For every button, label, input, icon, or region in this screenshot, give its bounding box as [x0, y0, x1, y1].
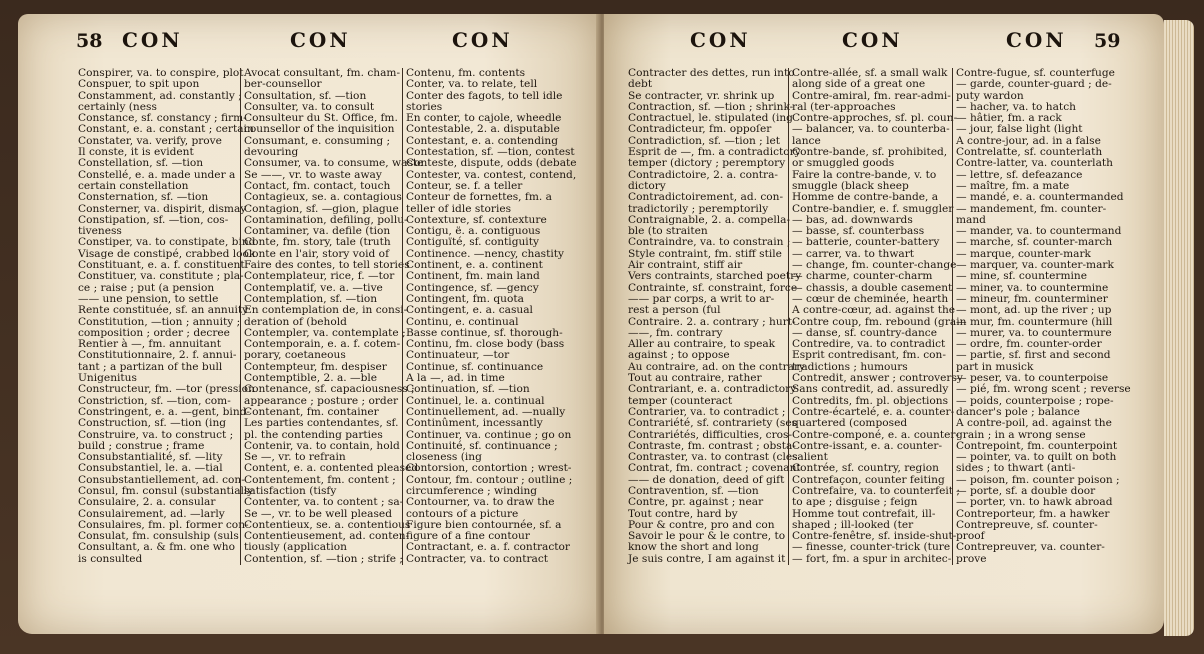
- dictionary-entry-line: Continence. —nency, chastity: [406, 247, 564, 260]
- dictionary-entry-line: — partie, sf. first and second: [956, 349, 1111, 362]
- dictionary-entry-line: Contestation, sf. —tion, contest: [406, 146, 575, 159]
- dictionary-entry-line: Contre-fenêtre, sf. inside-shut-: [792, 530, 957, 543]
- dictionary-entry-line: Contracter, va. to contract: [406, 552, 549, 565]
- dictionary-entry-line: Contemplatif, ve. a. —tive: [244, 281, 383, 294]
- dictionary-entry-line: devouring: [244, 146, 299, 159]
- dictionary-entry-line: Basse continue, sf. thorough-: [406, 326, 563, 339]
- dictionary-entry-line: — fort, fm. a spur in architec-: [792, 552, 952, 565]
- dictionary-entry-line: Contre-fugue, sf. counterfuge: [956, 67, 1115, 79]
- dictionary-entry-line: Se ——, vr. to waste away: [244, 168, 382, 181]
- dictionary-entry-line: figure of a fine contour: [406, 530, 530, 543]
- dictionary-entry-line: against ; to oppose: [628, 349, 730, 362]
- dictionary-entry-line: — mandé, e. a. countermanded: [956, 191, 1124, 204]
- dictionary-entry-line: Conte, fm. story, tale (truth: [244, 236, 391, 249]
- dictionary-entry-line: Contagion, sf. —gion, plague: [244, 202, 399, 215]
- dictionary-entry-line: Contempler, va. contemplate ;: [244, 326, 406, 339]
- dictionary-entry-line: prove: [956, 552, 987, 565]
- dictionary-entry-line: Rente constituée, sf. an annuity: [78, 304, 249, 317]
- dictionary-entry-line: Homme de contre-bande, a: [792, 191, 939, 204]
- running-head: CON: [452, 28, 513, 52]
- dictionary-entry-line: — poison, fm. counter poison ;: [956, 473, 1120, 486]
- dictionary-entry-line: Conter des fagots, to tell idle: [406, 89, 563, 102]
- dictionary-entry-line: Contentieusement, ad. conten-: [244, 530, 410, 543]
- dictionary-entry-line: sides ; to thwart (anti-: [956, 462, 1076, 475]
- dictionary-entry-line: Conte en l'air, story void of: [244, 247, 389, 260]
- dictionary-entry-line: teller of idle stories: [406, 202, 512, 215]
- dictionary-entry-line: certain constellation: [78, 179, 189, 192]
- dictionary-entry-line: tradictorily ; peremptorily: [628, 202, 769, 215]
- dictionary-entry-line: — carrer, va. to thwart: [792, 247, 915, 260]
- dictionary-entry-line: Constamment, ad. constantly ;: [78, 89, 242, 102]
- dictionary-entry-line: Contraction, sf. —tion ; shrink-: [628, 100, 794, 113]
- dictionary-entry-line: Contredit, answer ; controversy: [792, 372, 963, 385]
- running-head: CON: [1006, 28, 1067, 52]
- dictionary-entry-line: Contre-issant, e. a. counter-: [792, 439, 943, 452]
- dictionary-entry-line: — chassis, a double casement: [792, 281, 953, 294]
- page-edges: [1164, 20, 1194, 636]
- dictionary-entry-line: Constipation, sf. —tion, cos-: [78, 213, 229, 226]
- dictionary-entry-line: — marque, counter-mark: [956, 247, 1091, 260]
- dictionary-entry-line: Il conste, it is evident: [78, 146, 194, 159]
- dictionary-entry-line: tiously (application: [244, 541, 347, 554]
- dictionary-entry-line: Les parties contendantes, sf.: [244, 417, 399, 430]
- dictionary-entry-line: Contracter des dettes, run into: [628, 67, 795, 79]
- dictionary-column: [402, 67, 577, 565]
- dictionary-entry-line: Se —, vr. to be well pleased: [244, 507, 392, 520]
- dictionary-column: [240, 67, 424, 565]
- dictionary-entry-line: Contenter, va. to content ; sa-: [244, 496, 404, 509]
- dictionary-entry-line: smuggle (black sheep: [792, 179, 909, 192]
- dictionary-entry-line: Contre-bandier, e. f. smuggler: [792, 202, 954, 215]
- dictionary-column: [952, 67, 1131, 565]
- dictionary-entry-line: salient: [792, 451, 828, 464]
- dictionary-entry-line: grain ; in a wrong sense: [956, 428, 1086, 441]
- dictionary-entry-line: ral (ter-approaches: [792, 100, 896, 113]
- dictionary-entry-line: Construction, sf. —tion (ing: [78, 417, 227, 430]
- dictionary-entry-line: Contingent, fm. quota: [406, 292, 524, 305]
- dictionary-entry-line: Contrepoint, fm. counterpoint: [956, 439, 1118, 452]
- running-head: CON: [122, 28, 183, 52]
- dictionary-entry-line: Contredits, fm. pl. objections: [792, 394, 949, 407]
- dictionary-entry-line: Consumer, va. to consume, waste: [244, 157, 424, 170]
- dictionary-entry-line: Contexture, sf. contexture: [406, 213, 547, 226]
- dictionary-entry-line: En contemplation de, in consi-: [244, 304, 408, 317]
- dictionary-entry-line: Consulter, va. to consult: [244, 100, 375, 113]
- dictionary-entry-line: —— de donation, deed of gift: [628, 473, 785, 486]
- dictionary-entry-line: Continent, e. a. continent: [406, 259, 543, 272]
- running-head: CON: [290, 28, 351, 52]
- dictionary-entry-line: Contravention, sf. —tion: [628, 484, 759, 497]
- dictionary-entry-line: Continuellement, ad. —nually: [406, 405, 566, 418]
- dictionary-entry-line: — hâtier, fm. a rack: [956, 112, 1062, 125]
- dictionary-entry-line: is consulted: [78, 552, 143, 565]
- dictionary-column: [78, 67, 256, 565]
- dictionary-entry-line: Contenir, va. to contain, hold: [244, 439, 400, 452]
- dictionary-entry-line: Au contraire, ad. on the contrary: [628, 360, 806, 373]
- dictionary-entry-line: proof: [956, 530, 985, 543]
- dictionary-entry-line: — miner, va. to countermine: [956, 281, 1109, 294]
- dictionary-entry-line: Tout au contraire, rather: [628, 372, 762, 385]
- dictionary-entry-line: Conspirer, va. to conspire, plot: [78, 67, 244, 79]
- dictionary-entry-line: Contradictoirement, ad. con-: [628, 191, 784, 204]
- dictionary-entry-line: — jour, false light (light: [956, 123, 1083, 136]
- dictionary-entry-line: Contre-allée, sf. a small walk: [792, 67, 948, 79]
- dictionary-entry-line: — porte, sf. a double door: [956, 484, 1096, 497]
- dictionary-entry-line: Contraste, fm. contrast ; obsta-: [628, 439, 796, 452]
- dictionary-entry-line: Conteur de fornettes, fm. a: [406, 191, 552, 204]
- dictionary-entry-line: Conteste, dispute, odds (debate: [406, 157, 577, 170]
- dictionary-entry-line: — finesse, counter-trick (ture: [792, 541, 951, 554]
- dictionary-entry-line: Contre-approches, sf. pl. coun-: [792, 112, 958, 125]
- dictionary-entry-line: — murer, va. to countermure: [956, 326, 1112, 339]
- dictionary-entry-line: Continuation, sf. —tion: [406, 383, 530, 396]
- dictionary-entry-line: — basse, sf. counterbass: [792, 225, 925, 238]
- dictionary-entry-line: Constellation, sf. —tion: [78, 157, 204, 170]
- dictionary-entry-line: En conter, to cajole, wheedle: [406, 112, 562, 125]
- dictionary-entry-line: Tout contre, hard by: [628, 507, 738, 520]
- dictionary-entry-line: Constructeur, fm. —tor (pression: [78, 383, 255, 396]
- dictionary-entry-line: Savoir le pour & le contre, to: [628, 530, 786, 543]
- dictionary-entry-line: deration of (behold: [244, 315, 347, 328]
- dictionary-entry-line: Constringent, e. a. —gent, bind-: [78, 405, 251, 418]
- running-head: CON: [690, 28, 751, 52]
- dictionary-entry-line: Contrefaçon, counter feiting: [792, 473, 945, 486]
- dictionary-entry-line: Contentement, fm. content ;: [244, 473, 396, 486]
- dictionary-entry-line: — balancer, va. to counterba-: [792, 123, 950, 136]
- dictionary-entry-line: Constiper, va. to constipate, bind: [78, 236, 256, 249]
- dictionary-entry-line: along side of a great one: [792, 78, 926, 91]
- dictionary-entry-line: — marquer, va. counter-mark: [956, 259, 1114, 272]
- right-page-number: 59: [1094, 30, 1121, 52]
- dictionary-entry-line: Contre coup, fm. rebound (grain: [792, 315, 967, 328]
- dictionary-entry-line: Contestable, 2. a. disputable: [406, 123, 560, 136]
- dictionary-entry-line: Continuel, le. a. continual: [406, 394, 545, 407]
- dictionary-entry-line: Faire la contre-bande, v. to: [792, 168, 937, 181]
- dictionary-entry-line: certainly (ness: [78, 100, 157, 113]
- dictionary-entry-line: Contourner, va. to draw the: [406, 496, 555, 509]
- dictionary-entry-line: puty wardon: [956, 89, 1024, 102]
- dictionary-entry-line: Contemplation, sf. —tion: [244, 292, 378, 305]
- dictionary-entry-line: Contorsion, contortion ; wrest-: [406, 462, 572, 475]
- dictionary-entry-line: Sans contredit, ad. assuredly: [792, 383, 949, 396]
- dictionary-entry-line: A contre-jour, ad. in a false: [956, 134, 1101, 147]
- dictionary-entry-line: debt: [628, 78, 653, 91]
- dictionary-entry-line: stories: [406, 100, 443, 113]
- dictionary-entry-line: — mineur, fm. counterminer: [956, 292, 1108, 305]
- dictionary-entry-line: Consultation, sf. —tion: [244, 89, 367, 102]
- dictionary-entry-line: Avocat consultant, fm. cham-: [244, 67, 401, 79]
- dictionary-entry-line: Contraindre, va. to constrain ;: [628, 236, 791, 249]
- dictionary-entry-line: Contrat, fm. contract ; covenant: [628, 462, 801, 475]
- dictionary-entry-line: Contre-amiral, fm. rear-admi-: [792, 89, 951, 102]
- dictionary-entry-line: Contreporteur, fm. a hawker: [956, 507, 1110, 520]
- dictionary-entry-line: contours of a picture: [406, 507, 519, 520]
- dictionary-entry-line: Contact, fm. contact, touch: [244, 179, 391, 192]
- dictionary-entry-line: — marche, sf. counter-march: [956, 236, 1113, 249]
- running-head: CON: [842, 28, 903, 52]
- dictionary-entry-line: tradictions ; humours: [792, 360, 908, 373]
- dictionary-entry-line: Conter, va. to relate, tell: [406, 78, 538, 91]
- dictionary-entry-line: Contour, fm. contour ; outline ;: [406, 473, 573, 486]
- dictionary-entry-line: Contention, sf. —tion ; strife ;: [244, 552, 403, 565]
- dictionary-entry-line: Consul, fm. consul (substantially: [78, 484, 254, 497]
- dictionary-entry-line: Contradiction, sf. —tion ; let: [628, 134, 781, 147]
- dictionary-entry-line: — mandement, fm. counter-: [956, 202, 1107, 215]
- dictionary-entry-line: Contre-latter, va. counterlath: [956, 157, 1113, 170]
- dictionary-entry-line: — peser, va. to counterpoise: [956, 372, 1109, 385]
- dictionary-entry-line: A la —, ad. in time: [406, 372, 505, 385]
- dictionary-entry-line: Consulairement, ad. —larly: [78, 507, 225, 520]
- dictionary-entry-line: Continue, sf. continuance: [406, 360, 544, 373]
- dictionary-entry-line: Contraignable, 2. a. compella-: [628, 213, 791, 226]
- dictionary-entry-line: — hacher, va. to hatch: [956, 100, 1076, 113]
- dictionary-entry-line: — bas, ad. downwards: [792, 213, 913, 226]
- dictionary-entry-line: Consultant, a. & fm. one who: [78, 541, 235, 554]
- dictionary-entry-line: Contrariété, sf. contrariety (ses: [628, 417, 798, 430]
- dictionary-entry-line: satisfaction (tisfy: [244, 484, 337, 497]
- dictionary-entry-line: Unigenitus: [78, 372, 137, 385]
- dictionary-entry-line: appearance ; posture ; order: [244, 394, 399, 407]
- dictionary-entry-line: Contagieux, se. a. contagious: [244, 191, 402, 204]
- dictionary-entry-line: — lettre, sf. defeazance: [956, 168, 1083, 181]
- dictionary-entry-line: Contestant, e. a. contending: [406, 134, 558, 147]
- dictionary-entry-line: Contrarier, va. to contradict ;: [628, 405, 786, 418]
- dictionary-entry-line: Continuateur, —tor: [406, 349, 510, 362]
- dictionary-entry-line: Consulaire, 2. a. consular: [78, 496, 216, 509]
- dictionary-entry-line: — mont, ad. up the river ; up: [956, 304, 1112, 317]
- dictionary-entry-line: Consubstantiellement, ad. con-: [78, 473, 245, 486]
- dictionary-entry-line: ——, fm. contrary: [628, 326, 723, 339]
- dictionary-entry-line: Contre-bande, sf. prohibited,: [792, 146, 948, 159]
- dictionary-entry-line: Consternation, sf. —tion: [78, 191, 209, 204]
- dictionary-entry-line: Contemporain, e. a. f. cotem-: [244, 338, 401, 351]
- dictionary-entry-line: Style contraint, fm. stiff stile: [628, 247, 782, 260]
- dictionary-entry-line: porary, coetaneous: [244, 349, 346, 362]
- dictionary-entry-line: —— une pension, to settle: [78, 292, 219, 305]
- dictionary-entry-line: to ape ; disguise ; feign: [792, 496, 918, 509]
- dictionary-entry-line: Contamination, defiling, pollu-: [244, 213, 408, 226]
- dictionary-entry-line: Je suis contre, I am against it: [628, 552, 786, 565]
- dictionary-entry-line: Contigu, ë. a. contiguous: [406, 225, 541, 238]
- dictionary-entry-line: Constitutionnaire, 2. f. annui-: [78, 349, 237, 362]
- dictionary-entry-line: Constitution, —tion ; annuity ;: [78, 315, 241, 328]
- dictionary-entry-line: — danse, sf. country-dance: [792, 326, 938, 339]
- dictionary-entry-line: Constant, e. a. constant ; certain: [78, 123, 254, 136]
- dictionary-entry-line: — mine, sf. countermine: [956, 270, 1088, 283]
- dictionary-entry-line: — mur, fm. countermure (hill: [956, 315, 1113, 328]
- dictionary-entry-line: Consulteur du St. Office, fm.: [244, 112, 398, 125]
- dictionary-entry-line: dancer's pole ; balance: [956, 405, 1080, 418]
- dictionary-entry-line: Vers contraints, starched poetry: [628, 270, 802, 283]
- left-page-number: 58: [76, 30, 103, 52]
- dictionary-entry-line: Faire des contes, to tell stories: [244, 259, 410, 272]
- dictionary-entry-line: Conteur, se. f. a teller: [406, 179, 523, 192]
- dictionary-entry-line: Consulaires, fm. pl. former con-: [78, 518, 249, 531]
- dictionary-entry-line: Consubstantiel, le. a. —tial: [78, 462, 223, 475]
- dictionary-entry-line: quartered (composed: [792, 417, 908, 430]
- dictionary-entry-line: part in musick: [956, 360, 1034, 373]
- dictionary-entry-line: Consubstantialité, sf. —lity: [78, 451, 223, 464]
- dictionary-entry-line: — cœur de cheminée, hearth: [792, 292, 949, 305]
- dictionary-entry-line: — garde, counter-guard ; de-: [956, 78, 1112, 91]
- dictionary-entry-line: Figure bien contournée, sf. a: [406, 518, 562, 531]
- dictionary-entry-line: Constituer, va. constitute ; pla-: [78, 270, 244, 283]
- dictionary-entry-line: Contingence, sf. —gency: [406, 281, 539, 294]
- dictionary-entry-line: pl. the contending parties: [244, 428, 383, 441]
- dictionary-entry-line: — porter, vn. to hawk abroad: [956, 496, 1113, 509]
- dictionary-entry-line: Constituant, e. a. f. constituent: [78, 259, 245, 272]
- dictionary-entry-line: Consterner, va. dispirit, dismay: [78, 202, 247, 215]
- dictionary-entry-line: Contemptible, 2. a. —ble: [244, 372, 378, 385]
- dictionary-column: [788, 67, 967, 565]
- dictionary-entry-line: Constater, va. verify, prove: [78, 134, 222, 147]
- dictionary-entry-line: Consulat, fm. consulship (suls: [78, 530, 239, 543]
- dictionary-entry-line: Conspuer, to spit upon: [78, 78, 200, 91]
- dictionary-entry-line: Continu, fm. close body (bass: [406, 338, 565, 351]
- dictionary-entry-line: Contradictoire, 2. a. contra-: [628, 168, 779, 181]
- dictionary-entry-line: temper (counteract: [628, 394, 733, 407]
- dictionary-entry-line: Constance, sf. constancy ; firm-: [78, 112, 247, 125]
- dictionary-entry-line: Contenu, fm. contents: [406, 67, 526, 79]
- dictionary-entry-line: Contre-écartelé, e. a. counter-: [792, 405, 955, 418]
- dictionary-entry-line: Contractuel, le. stipulated (ing: [628, 112, 793, 125]
- dictionary-entry-line: Contingent, e. a. casual: [406, 304, 533, 317]
- dictionary-entry-line: — ordre, fm. counter-order: [956, 338, 1102, 351]
- dictionary-entry-line: Consumant, e. consuming ;: [244, 134, 391, 147]
- dictionary-entry-line: closeness (ing: [406, 451, 482, 464]
- dictionary-entry-line: Air contraint, stiff air: [628, 259, 743, 272]
- dictionary-entry-line: lance: [792, 134, 821, 147]
- dictionary-entry-line: Contiguïté, sf. contiguity: [406, 236, 539, 249]
- dictionary-entry-line: Contraire. 2. a. contrary ; hurt-: [628, 315, 796, 328]
- dictionary-entry-line: Contrainte, sf. constraint, force: [628, 281, 798, 294]
- dictionary-entry-line: — change, fm. counter-change: [792, 259, 957, 272]
- dictionary-entry-line: Se contracter, vr. shrink up: [628, 89, 775, 102]
- dictionary-entry-line: Pour & contre, pro and con: [628, 518, 775, 531]
- dictionary-entry-line: Contrefaire, va. to counterfeit ;: [792, 484, 960, 497]
- dictionary-entry-line: Esprit contredisant, fm. con-: [792, 349, 946, 362]
- dictionary-entry-line: Continent, fm. main land: [406, 270, 540, 283]
- dictionary-entry-line: — charme, counter-charm: [792, 270, 933, 283]
- dictionary-entry-line: Content, e. a. contented pleased: [244, 462, 419, 475]
- dictionary-entry-line: Contre, pr. against ; near: [628, 496, 764, 509]
- dictionary-entry-line: Contradicteur, fm. oppoſer: [628, 123, 772, 136]
- dictionary-entry-line: Contenance, sf. capaciousness ;: [244, 383, 415, 396]
- dictionary-entry-line: Contrepreuve, sf. counter-: [956, 518, 1098, 531]
- dictionary-entry-line: or smuggled goods: [792, 157, 895, 170]
- dictionary-entry-line: Contaminer, va. defile (tion: [244, 225, 391, 238]
- dictionary-entry-line: temper (dictory ; peremptory: [628, 157, 786, 170]
- dictionary-entry-line: Constellé, e. a. made under a: [78, 168, 236, 181]
- dictionary-entry-line: Contrelatte, sf. counterlath: [956, 146, 1103, 159]
- dictionary-entry-line: — batterie, counter-battery: [792, 236, 940, 249]
- dictionary-entry-line: build ; construe ; frame: [78, 439, 205, 452]
- dictionary-entry-line: A contre-poil, ad. against the: [956, 417, 1112, 430]
- dictionary-entry-line: Construire, va. to construct ;: [78, 428, 234, 441]
- dictionary-entry-line: Contractant, e. a. f. contractor: [406, 541, 571, 554]
- dictionary-entry-line: Contentieux, se. a. contentious: [244, 518, 411, 531]
- dictionary-entry-line: Contester, va. contest, contend,: [406, 168, 577, 181]
- dictionary-entry-line: Contre-componé, e. a. counter-: [792, 428, 960, 441]
- dictionary-entry-line: —— par corps, a writ to ar-: [628, 292, 775, 305]
- dictionary-entry-line: Homme tout contrefait, ill-: [792, 507, 936, 520]
- dictionary-entry-line: Contemplateur, rice, f. —tor: [244, 270, 395, 283]
- dictionary-entry-line: Visage de constipé, crabbed look: [78, 247, 256, 260]
- dictionary-entry-line: dictory: [628, 179, 666, 192]
- dictionary-entry-line: Contrepreuver, va. counter-: [956, 541, 1105, 554]
- dictionary-entry-line: Aller au contraire, to speak: [628, 338, 776, 351]
- dictionary-entry-line: Contraster, va. to contrast (cles: [628, 451, 798, 464]
- dictionary-entry-line: Contredire, va. to contradict: [792, 338, 946, 351]
- dictionary-entry-line: Esprit de —, fm. a contradictory: [628, 146, 801, 159]
- dictionary-entry-line: Continûment, incessantly: [406, 417, 543, 430]
- dictionary-entry-line: Continu, e. continual: [406, 315, 519, 328]
- dictionary-entry-line: tant ; a partizan of the bull: [78, 360, 223, 373]
- dictionary-entry-line: know the short and long: [628, 541, 759, 554]
- dictionary-entry-line: Contrariétés, difficulties, cros-: [628, 428, 793, 441]
- dictionary-entry-line: — pié, fm. wrong scent ; reverse: [956, 383, 1131, 396]
- dictionary-entry-line: Contenant, fm. container: [244, 405, 379, 418]
- dictionary-column: [628, 67, 806, 565]
- dictionary-entry-line: counsellor of the inquisition: [244, 123, 395, 136]
- dictionary-entry-line: shaped ; ill-looked (ter: [792, 518, 914, 531]
- dictionary-entry-line: Contempteur, fm. despiser: [244, 360, 387, 373]
- dictionary-entry-line: Contrariant, e. a. contradictory: [628, 383, 797, 396]
- dictionary-entry-line: rest a person (ful: [628, 304, 721, 317]
- dictionary-entry-line: — maître, fm. a mate: [956, 179, 1070, 192]
- dictionary-entry-line: — mander, va. to countermand: [956, 225, 1122, 238]
- dictionary-entry-line: — pointer, va. to quilt on both: [956, 451, 1117, 464]
- dictionary-entry-line: A contre-cœur, ad. against the: [792, 304, 956, 317]
- dictionary-entry-line: ble (to straiten: [628, 225, 708, 238]
- dictionary-entry-line: Rentier à —, fm. annuitant: [78, 338, 221, 351]
- dictionary-entry-line: Continuer, va. continue ; go on: [406, 428, 572, 441]
- dictionary-entry-line: — poids, counterpoise ; rope-: [956, 394, 1114, 407]
- dictionary-entry-line: composition ; order ; decree: [78, 326, 230, 339]
- dictionary-entry-line: ce ; raise ; put (a pension: [78, 281, 215, 294]
- dictionary-entry-line: circumference ; winding: [406, 484, 538, 497]
- dictionary-entry-line: Constriction, sf. —tion, com-: [78, 394, 231, 407]
- dictionary-entry-line: tiveness: [78, 225, 122, 238]
- dictionary-entry-line: Continuité, sf. continuance ;: [406, 439, 558, 452]
- dictionary-entry-line: Contrée, sf. country, region: [792, 462, 939, 475]
- dictionary-entry-line: mand: [956, 213, 986, 226]
- dictionary-entry-line: Se —, vr. to refrain: [244, 451, 346, 464]
- dictionary-entry-line: ber-counsellor: [244, 78, 322, 91]
